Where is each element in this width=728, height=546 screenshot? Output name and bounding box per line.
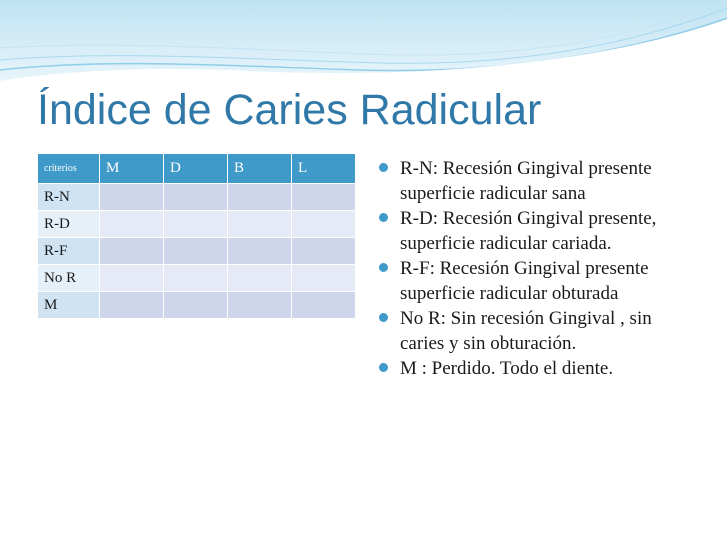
- table-row: [38, 265, 356, 292]
- row-label: R-N: [38, 184, 100, 211]
- table-cell: [228, 184, 292, 211]
- list-item: [376, 156, 694, 206]
- bullet-text: No R: Sin recesión Gingival , sin caries y sin obturación.: [400, 308, 652, 354]
- table-cell: [100, 238, 164, 265]
- table-cell: [100, 265, 164, 292]
- row-label: M: [38, 292, 100, 319]
- definitions-list: [376, 156, 694, 381]
- table-cell: [164, 238, 228, 265]
- table-cell: [100, 184, 164, 211]
- bullet-dot-icon: [379, 263, 388, 272]
- header-cell-criterios: criterios: [38, 154, 100, 184]
- bullet-dot-icon: [379, 363, 388, 372]
- table-cell: [164, 292, 228, 319]
- header-cell-m: M: [100, 154, 164, 184]
- bullet-text: R-N: Recesión Gingival presente superficie radicular sana: [400, 158, 652, 204]
- table-row: [38, 211, 356, 238]
- table-cell: [292, 184, 356, 211]
- bullet-text: R-F: Recesión Gingival presente superficie radicular obturada: [400, 258, 649, 304]
- table-row: [38, 238, 356, 265]
- table-cell: [292, 265, 356, 292]
- table-row: [38, 184, 356, 211]
- table-cell: [292, 211, 356, 238]
- list-item: [376, 256, 694, 306]
- header-cell-d: D: [164, 154, 228, 184]
- table-cell: [164, 211, 228, 238]
- table-cell: [100, 211, 164, 238]
- table-cell: [228, 211, 292, 238]
- row-label: R-D: [38, 211, 100, 238]
- list-item: [376, 206, 694, 256]
- table-header-row: [38, 154, 356, 184]
- criteria-table: [37, 153, 356, 319]
- table-row: [38, 292, 356, 319]
- bullet-dot-icon: [379, 213, 388, 222]
- row-label: R-F: [38, 238, 100, 265]
- header-cell-l: L: [292, 154, 356, 184]
- table-cell: [100, 292, 164, 319]
- bullet-text: R-D: Recesión Gingival presente, superficie radicular cariada.: [400, 208, 657, 254]
- table-cell: [228, 292, 292, 319]
- table-cell: [164, 184, 228, 211]
- slide-title: Índice de Caries Radicular: [37, 86, 542, 134]
- table-cell: [228, 238, 292, 265]
- table-cell: [228, 265, 292, 292]
- bullet-text: M : Perdido. Todo el diente.: [400, 358, 614, 379]
- bullet-dot-icon: [379, 163, 388, 172]
- bullet-dot-icon: [379, 313, 388, 322]
- row-label: No R: [38, 265, 100, 292]
- table-cell: [292, 292, 356, 319]
- header-cell-b: B: [228, 154, 292, 184]
- header-wave-decoration: [0, 0, 728, 95]
- table-cell: [164, 265, 228, 292]
- table-cell: [292, 238, 356, 265]
- list-item: [376, 306, 694, 356]
- list-item: [376, 356, 694, 381]
